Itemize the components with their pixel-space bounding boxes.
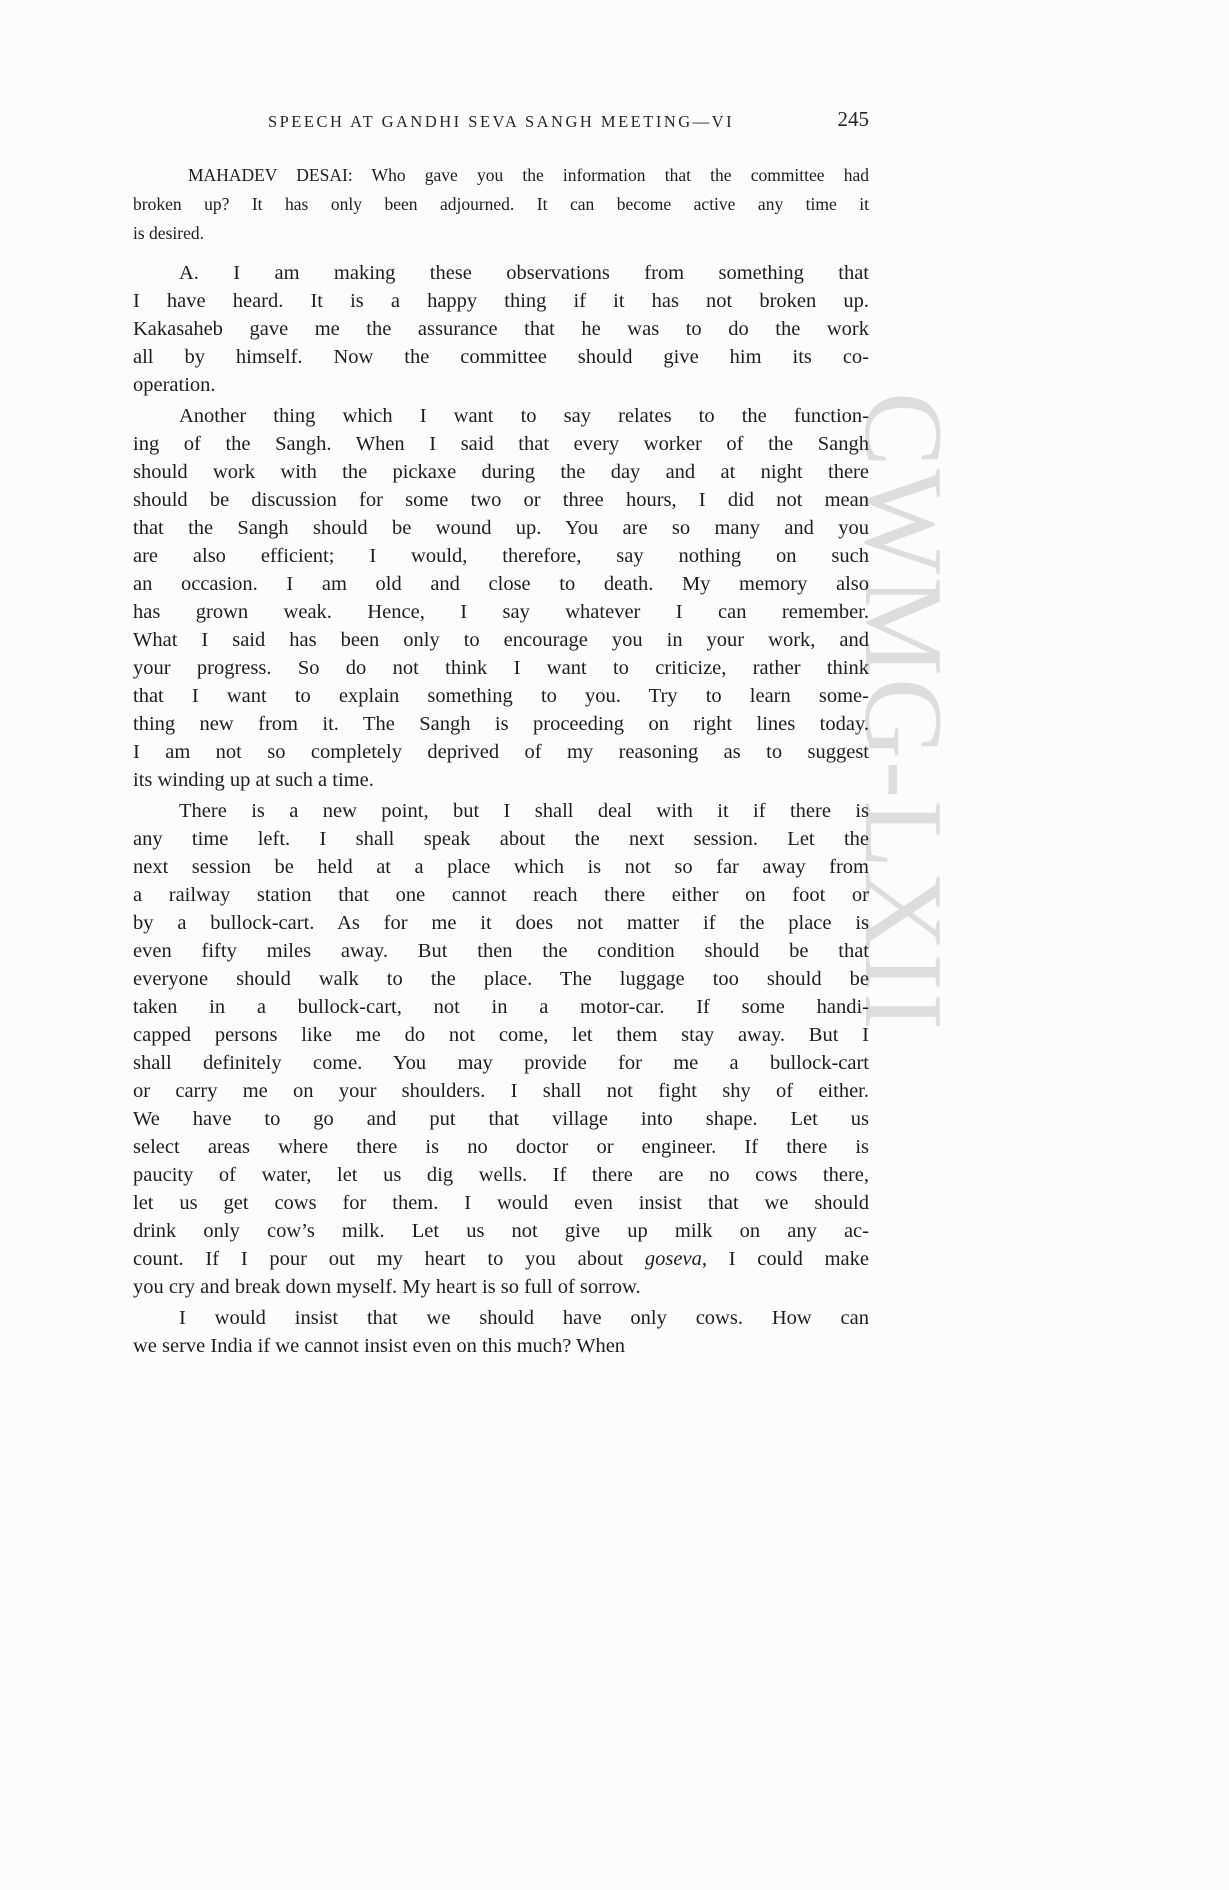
text-line: its winding up at such a time. [133,769,374,791]
text-line: is desired. [133,223,204,243]
page-title: SPEECH AT GANDHI SEVA SANGH MEETING—VI [267,112,735,131]
text-line: or carry me on your shoulders. I shall not fight shy of either. [133,1080,869,1102]
text-line: There is a new point, but I shall deal with it if there is [179,800,869,822]
text-line: A. I am making these observations from something that [179,262,869,284]
text-line: paucity of water, let us dig wells. If there are no cows there, [133,1164,869,1186]
paragraph [133,1304,869,1360]
page-header [133,107,869,137]
text-line: your progress. So do not think I want to criticize, rather think [133,657,869,679]
text-line: even fifty miles away. But then the condition should be that [133,940,869,962]
text-line: should work with the pickaxe during the day and at night there [133,461,869,483]
text-line: let us get cows for them. I would even insist that we should [133,1192,869,1214]
text-line: thing new from it. The Sangh is proceeding on right lines today. [133,713,869,735]
text-line: operation. [133,374,216,396]
page-content [133,107,869,1360]
paragraph [133,402,869,794]
paragraph [133,797,869,1301]
text-line: We have to go and put that village into shape. Let us [133,1108,869,1130]
paragraph [133,259,869,399]
text-line: are also efficient; I would, therefore, say nothing on such [133,545,869,567]
text-line: Another thing which I want to say relates to the function- [179,405,869,427]
text-line: an occasion. I am old and close to death. My memory also [133,573,869,595]
text-line: everyone should walk to the place. The luggage too should be [133,968,869,990]
text-line: drink only cow’s milk. Let us not give up milk on any ac- [133,1220,869,1242]
text-line: Kakasaheb gave me the assurance that he was to do the work [133,318,869,340]
text-line: you cry and break down myself. My heart is so full of sorrow. [133,1276,641,1298]
text-line: What I said has been only to encourage you in your work, and [133,629,869,651]
text-line: select areas where there is no doctor or engineer. If there is [133,1136,869,1158]
text-line: ing of the Sangh. When I said that every worker of the Sangh [133,433,869,455]
text-line: capped persons like me do not come, let them stay away. But I [133,1024,869,1046]
text-line: I would insist that we should have only cows. How can [179,1307,869,1329]
page-number: 245 [837,107,869,131]
text-line: a railway station that one cannot reach there either on foot or [133,884,869,906]
text-line: shall definitely come. You may provide for me a bullock-cart [133,1052,869,1074]
text-line: count. If I pour out my heart to you about goseva, I could make [133,1248,870,1270]
text-line: should be discussion for some two or three hours, I did not mean [133,489,869,511]
paragraph [133,161,869,248]
text-line: I am not so completely deprived of my reasoning as to suggest [133,741,869,763]
text-line: next session be held at a place which is not so far away from [133,856,869,878]
text-block [133,161,869,1360]
text-line: broken up? It has only been adjourned. It can become active any time it [133,194,869,214]
text-line: that the Sangh should be wound up. You are so many and you [133,517,869,539]
text-line: MAHADEV DESAI: Who gave you the information that the committee had [188,165,869,185]
watermark: CWMG-LXII [841,392,965,1033]
text-line: I have heard. It is a happy thing if it has not broken up. [133,290,869,312]
text-line: taken in a bullock-cart, not in a motor-car. If some handi- [133,996,869,1018]
text-line: by a bullock-cart. As for me it does not matter if the place is [133,912,869,934]
text-line: has grown weak. Hence, I say whatever I can remember. [133,601,869,623]
text-line: all by himself. Now the committee should give him its co- [133,346,869,368]
text-line: we serve India if we cannot insist even on this much? When [133,1335,626,1357]
text-line: that I want to explain something to you. Try to learn some- [133,685,869,707]
text-line: any time left. I shall speak about the next session. Let the [133,828,869,850]
